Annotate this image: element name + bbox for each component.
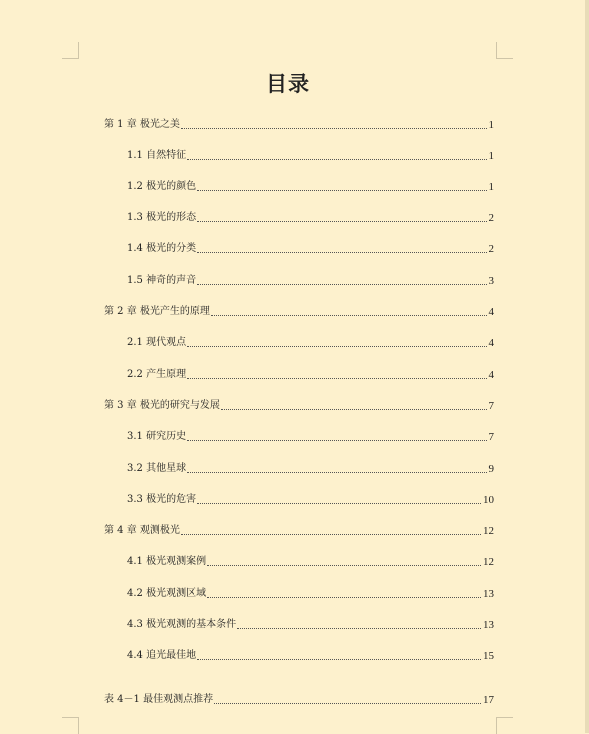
toc-page-number: 7 (488, 400, 494, 412)
toc-dot-leader (211, 314, 487, 316)
toc-dot-leader (237, 627, 481, 629)
toc-chapter-entry[interactable] (104, 302, 494, 318)
toc-entry-label: 3.1 研究历史 (127, 431, 187, 442)
toc-dot-leader (214, 702, 481, 704)
toc-page-number: 12 (483, 525, 494, 537)
toc-section-entry[interactable] (127, 552, 494, 568)
toc-entry-label: 2.2 产生原理 (127, 369, 187, 380)
page-title: 目录 (266, 72, 310, 96)
toc-entry-label: 1.2 极光的颜色 (127, 181, 197, 192)
toc-dot-leader (187, 377, 486, 379)
crop-mark-bottom-right (496, 717, 513, 734)
toc-dot-leader (207, 596, 481, 598)
toc-chapter-entry[interactable] (104, 396, 494, 412)
toc-entry-label: 1.4 极光的分类 (127, 243, 197, 254)
toc-entry-label: 第 1 章 极光之美 (104, 119, 180, 130)
toc-section-entry[interactable] (127, 146, 494, 162)
crop-mark-top-right (496, 42, 513, 59)
toc-dot-leader (197, 251, 486, 253)
crop-mark-bottom-left (62, 717, 79, 734)
toc-chapter-entry[interactable] (104, 521, 494, 537)
toc-entry-label: 4.1 极光观测案例 (127, 556, 207, 567)
toc-section-entry[interactable] (127, 177, 494, 193)
toc-dot-leader (181, 127, 487, 129)
toc-entry-label: 表 4－1 最佳观测点推荐 (104, 694, 214, 705)
toc-chapter-entry[interactable] (104, 690, 494, 706)
toc-page-number: 12 (483, 556, 494, 568)
toc-entry-label: 3.3 极光的危害 (127, 494, 197, 505)
toc-dot-leader (181, 533, 481, 535)
toc-dot-leader (197, 220, 486, 222)
toc-entry-label: 4.2 极光观测区域 (127, 588, 207, 599)
toc-page-number: 2 (488, 212, 494, 224)
toc-page-number: 15 (483, 650, 494, 662)
toc-section-entry[interactable] (127, 615, 494, 631)
toc-dot-leader (197, 502, 481, 504)
toc-entry-label: 第 4 章 观测极光 (104, 525, 180, 536)
toc-dot-leader (187, 471, 486, 473)
toc-section-entry[interactable] (127, 239, 494, 255)
toc-dot-leader (187, 439, 486, 441)
toc-page-number: 9 (488, 463, 494, 475)
toc-page-number: 4 (488, 306, 494, 318)
toc-dot-leader (197, 658, 481, 660)
toc-page-number: 13 (483, 619, 494, 631)
toc-dot-leader (221, 408, 487, 410)
toc-section-entry[interactable] (127, 490, 494, 506)
toc-section-entry[interactable] (127, 365, 494, 381)
toc-dot-leader (187, 345, 486, 347)
toc-chapter-entry[interactable] (104, 115, 494, 131)
toc-entry-label: 1.1 自然特征 (127, 150, 187, 161)
toc-page-number: 7 (488, 431, 494, 443)
toc-dot-leader (187, 158, 486, 160)
crop-mark-top-left (62, 42, 79, 59)
toc-page-number: 4 (488, 337, 494, 349)
toc-section-entry[interactable] (127, 646, 494, 662)
toc-entry-label: 第 2 章 极光产生的原理 (104, 306, 210, 317)
toc-page-number: 1 (488, 150, 494, 162)
toc-page-number: 1 (488, 119, 494, 131)
toc-page-number: 2 (488, 243, 494, 255)
toc-section-entry[interactable] (127, 333, 494, 349)
toc-section-entry[interactable] (127, 584, 494, 600)
toc-entry-label: 1.5 神奇的声音 (127, 275, 197, 286)
toc-section-entry[interactable] (127, 208, 494, 224)
page-edge (585, 0, 589, 733)
toc-entry-label: 3.2 其他星球 (127, 463, 187, 474)
toc-dot-leader (207, 564, 481, 566)
toc-entry-label: 4.4 追光最佳地 (127, 650, 197, 661)
toc-page-number: 3 (488, 275, 494, 287)
toc-section-entry[interactable] (127, 427, 494, 443)
toc-entry-label: 2.1 现代观点 (127, 337, 187, 348)
toc-entry-label: 1.3 极光的形态 (127, 212, 197, 223)
toc-entry-label: 4.3 极光观测的基本条件 (127, 619, 237, 630)
toc-page-number: 1 (488, 181, 494, 193)
toc-entry-label: 第 3 章 极光的研究与发展 (104, 400, 220, 411)
toc-section-entry[interactable] (127, 459, 494, 475)
toc-section-entry[interactable] (127, 271, 494, 287)
toc-page-number: 17 (483, 694, 494, 706)
toc-page-number: 10 (483, 494, 494, 506)
toc-dot-leader (197, 283, 486, 285)
toc-dot-leader (197, 189, 486, 191)
toc-page-number: 4 (488, 369, 494, 381)
toc-page-number: 13 (483, 588, 494, 600)
